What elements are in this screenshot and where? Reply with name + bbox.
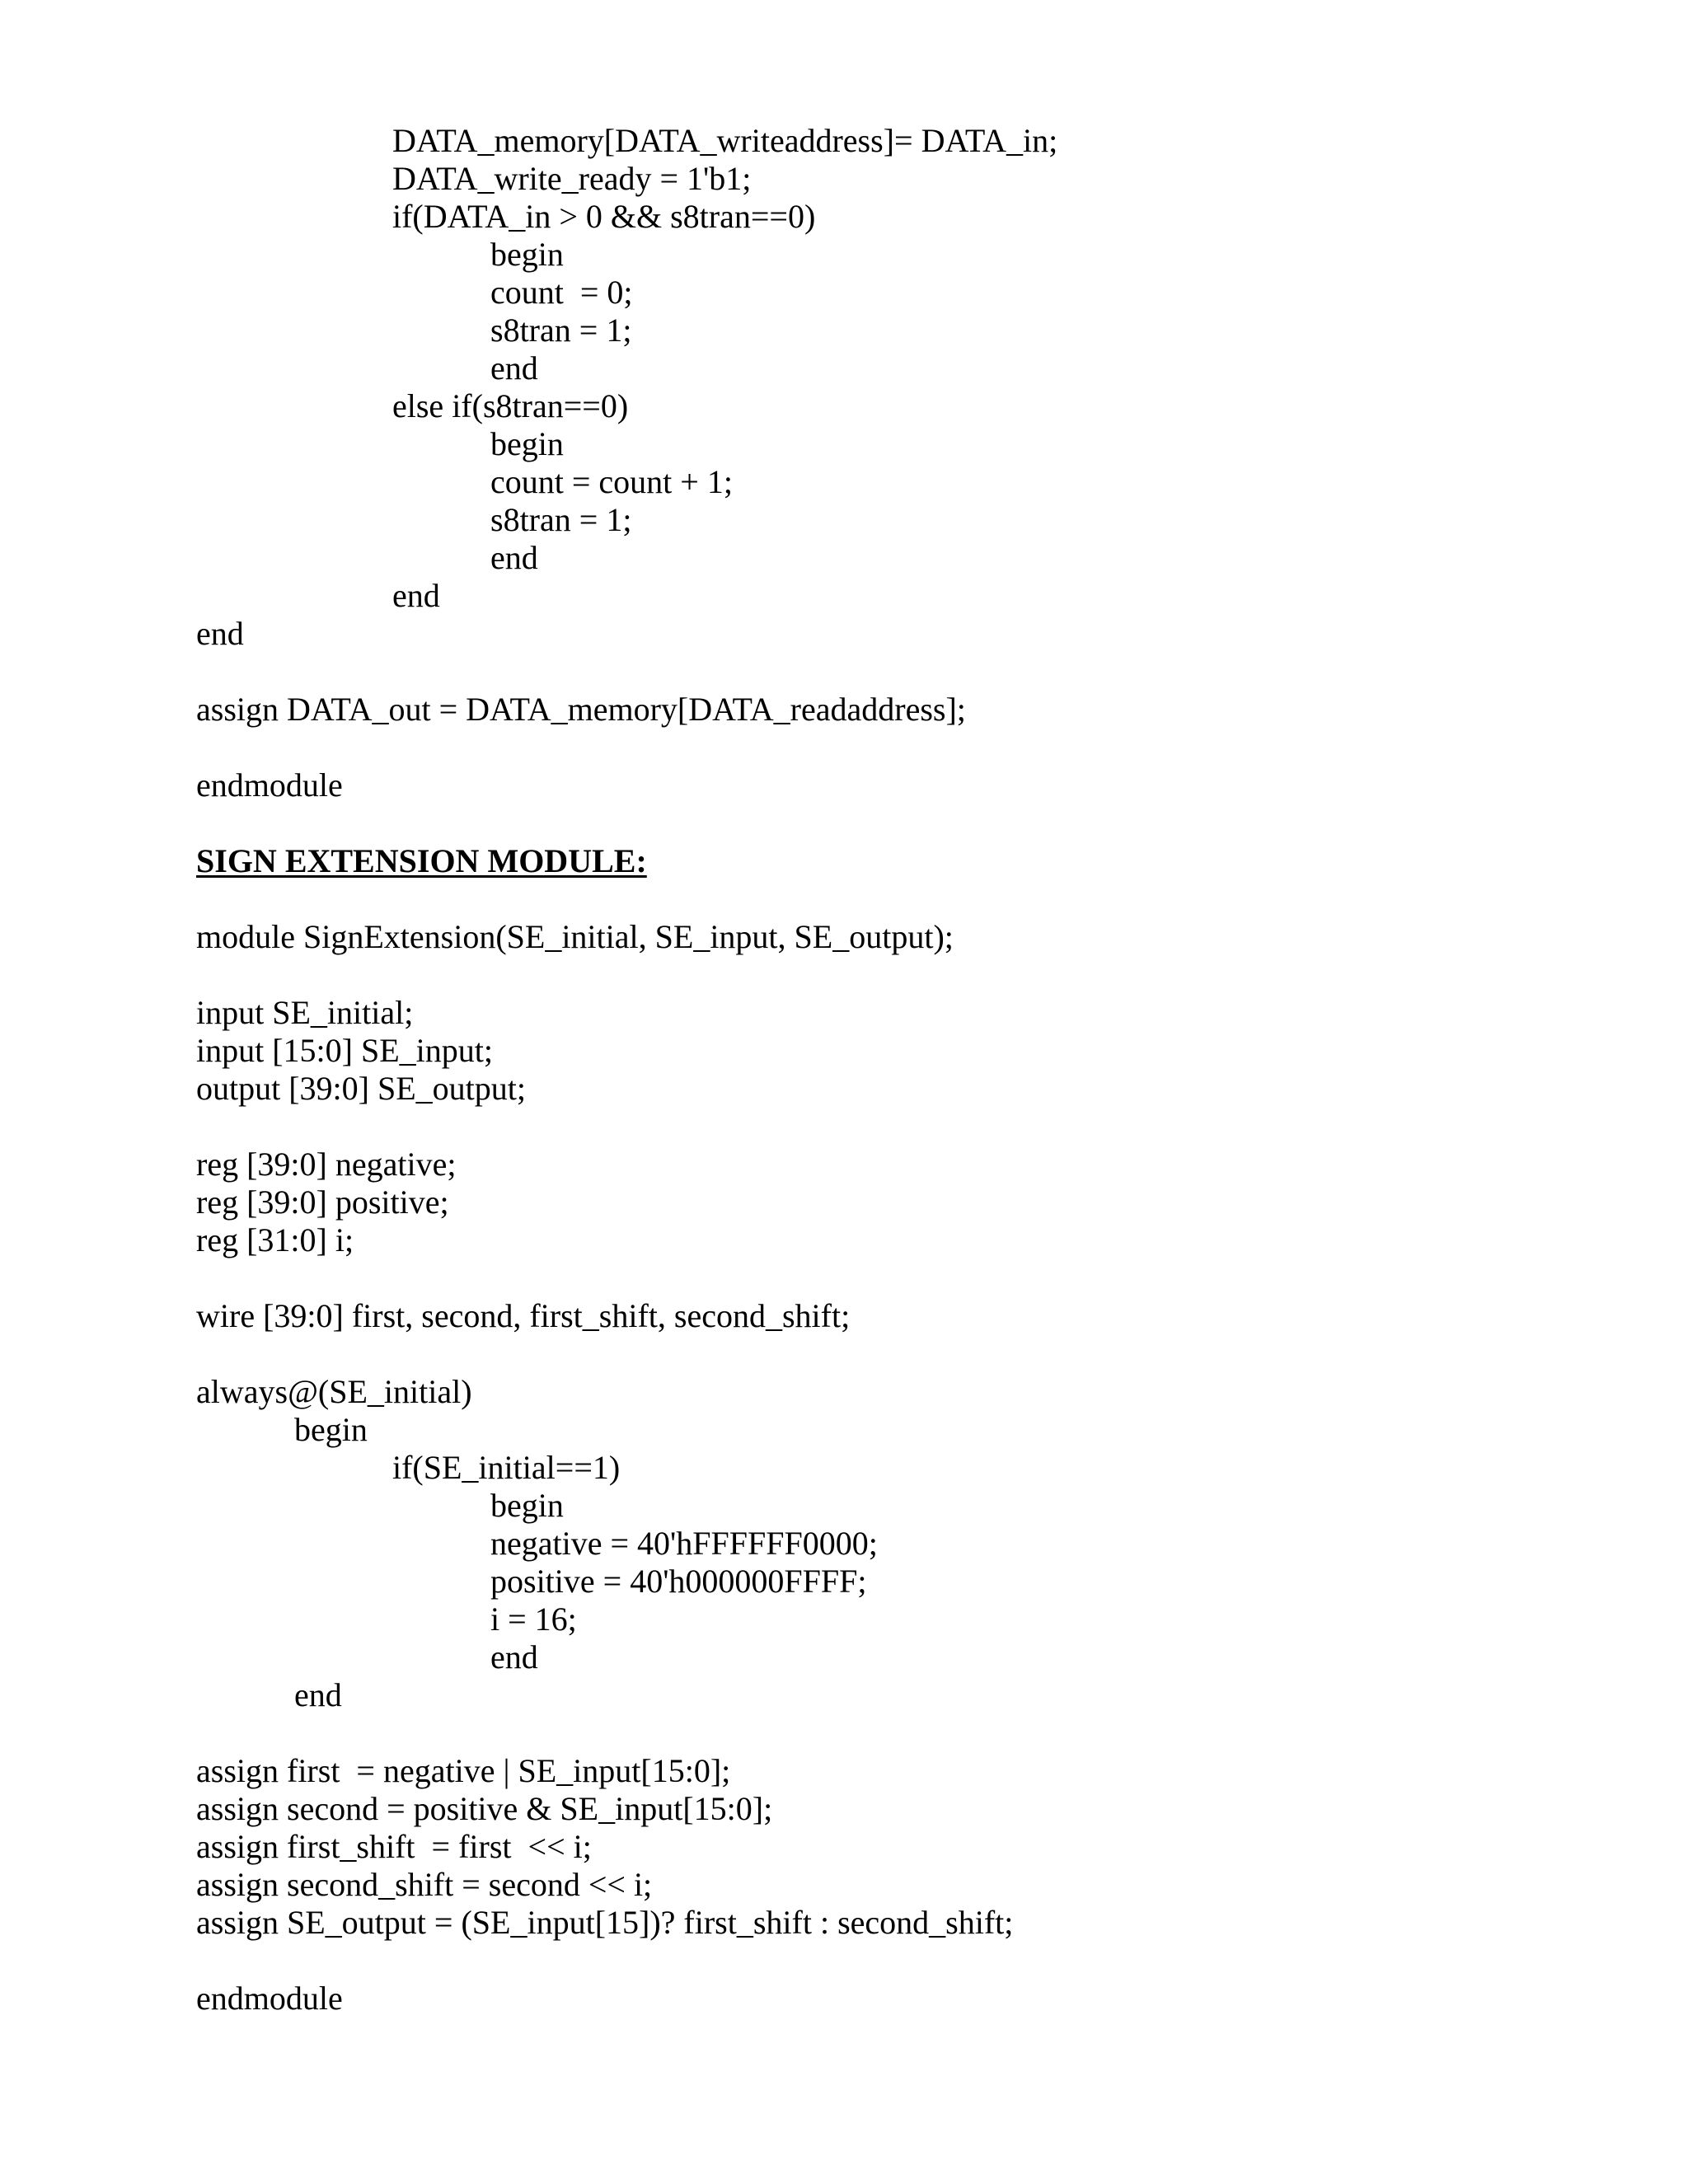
- code-line: DATA_write_ready = 1'b1;: [392, 160, 752, 197]
- code-line: i = 16;: [490, 1601, 577, 1638]
- code-line: begin: [490, 236, 564, 273]
- code-line: assign second = positive & SE_input[15:0];: [196, 1790, 773, 1827]
- code-line: endmodule: [196, 1980, 343, 2017]
- code-line: end: [294, 1676, 342, 1713]
- code-line: else if(s8tran==0): [392, 387, 629, 424]
- code-line: if(SE_initial==1): [392, 1449, 621, 1486]
- code-line: assign DATA_out = DATA_memory[DATA_readaddress];: [196, 691, 966, 728]
- code-line: end: [490, 539, 538, 576]
- code-line: begin: [490, 1487, 564, 1524]
- code-line: begin: [490, 425, 564, 462]
- section-heading: SIGN EXTENSION MODULE:: [196, 842, 647, 879]
- code-line: count = count + 1;: [490, 463, 733, 500]
- code-line: assign SE_output = (SE_input[15])? first_shift : second_shift;: [196, 1904, 1014, 1941]
- code-line: positive = 40'h000000FFFF;: [490, 1563, 867, 1600]
- code-line: output [39:0] SE_output;: [196, 1070, 526, 1107]
- code-line: if(DATA_in > 0 && s8tran==0): [392, 198, 816, 235]
- code-line: assign first_shift = first << i;: [196, 1828, 592, 1865]
- code-line: end: [490, 1638, 538, 1675]
- code-line: end: [196, 615, 244, 652]
- code-line: input SE_initial;: [196, 994, 414, 1031]
- code-line: module SignExtension(SE_initial, SE_input, SE_output);: [196, 918, 954, 955]
- code-line: end: [490, 349, 538, 387]
- code-line: end: [392, 577, 440, 614]
- code-line: endmodule: [196, 766, 343, 804]
- code-line: count = 0;: [490, 274, 633, 311]
- code-line: DATA_memory[DATA_writeaddress]= DATA_in;: [392, 122, 1058, 159]
- code-line: reg [39:0] negative;: [196, 1146, 457, 1183]
- code-line: assign second_shift = second << i;: [196, 1866, 653, 1903]
- code-line: reg [39:0] positive;: [196, 1183, 449, 1221]
- code-line: input [15:0] SE_input;: [196, 1032, 493, 1069]
- code-line: negative = 40'hFFFFFF0000;: [490, 1525, 878, 1562]
- code-line: wire [39:0] first, second, first_shift, second_shift;: [196, 1297, 851, 1334]
- code-line: s8tran = 1;: [490, 501, 632, 538]
- code-line: always@(SE_initial): [196, 1373, 472, 1410]
- code-line: begin: [294, 1411, 368, 1448]
- code-line: reg [31:0] i;: [196, 1221, 354, 1258]
- code-line: s8tran = 1;: [490, 312, 632, 349]
- code-line: assign first = negative | SE_input[15:0];: [196, 1752, 731, 1789]
